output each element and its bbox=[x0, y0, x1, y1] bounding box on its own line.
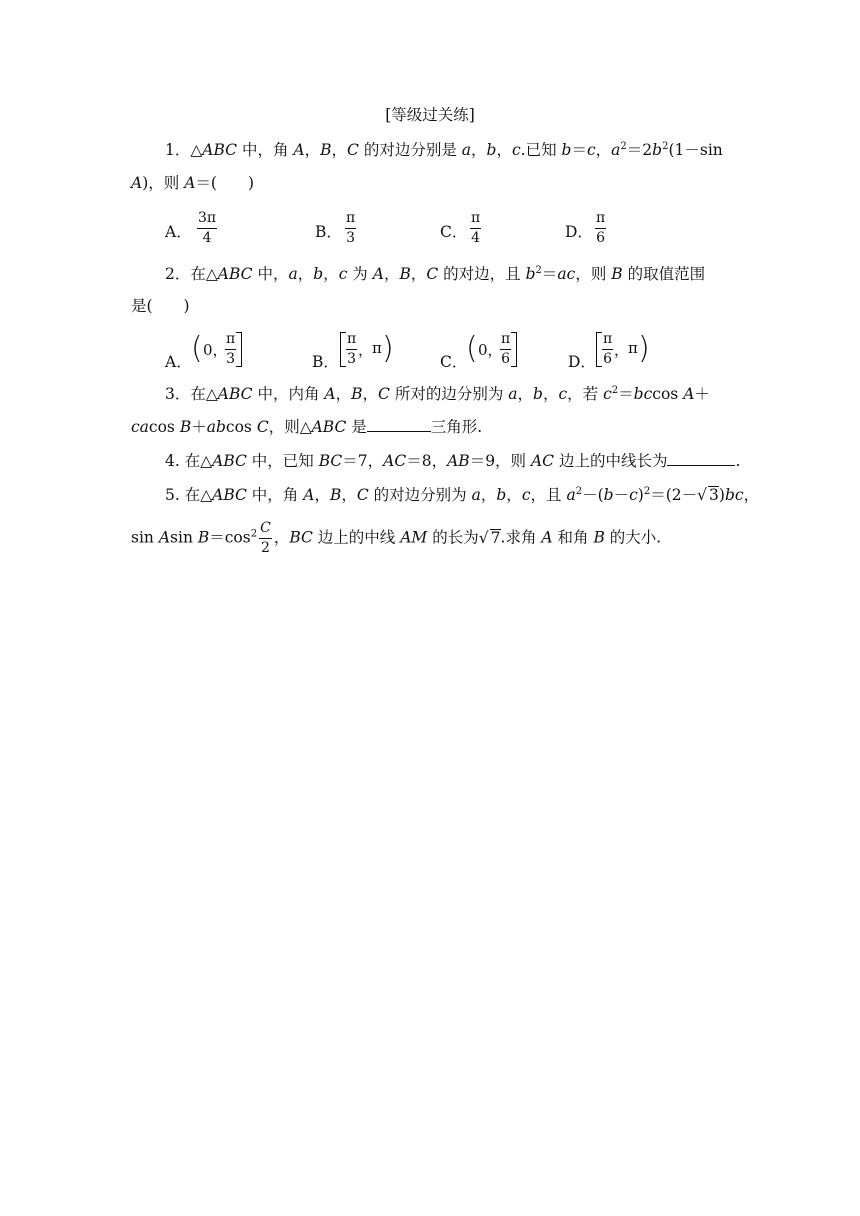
option-label: B． bbox=[312, 353, 339, 371]
sqrt-3: √ 3 bbox=[697, 486, 719, 504]
q5-line2: sin Asin $B=\cos^2$ $\frac{C}{2}$ ，BC 边上的中线 AM 的长为√ 7.求角 A 和角 B 的大小. bbox=[131, 520, 662, 556]
q2-option-c[interactable]: C． ( 0， $\frac{\pi}{6}$ bbox=[440, 330, 540, 370]
q2-line1: 2．在△ABC 中，a，b，c 为 A，B，C 的对边，且 $b^2=ac$，则 B 的取值范围 bbox=[165, 265, 706, 283]
fraction-c-over-2: $\frac{C}{2}$ bbox=[260, 520, 271, 556]
q2-option-b[interactable]: B． $\frac{\pi}{3}$ ， π ) bbox=[312, 331, 394, 371]
fraction: $\frac{\pi}{6}$ bbox=[596, 210, 606, 246]
option-label: A． bbox=[165, 223, 192, 241]
option-label: D． bbox=[565, 223, 593, 241]
q2-line2: 是( ) bbox=[131, 297, 190, 315]
q4-line: 4. 在△ABC 中，已知 BC＝7，AC＝8，AB＝9，则 AC 边上的中线长为 . bbox=[165, 452, 741, 470]
section-title: [等级过关练] bbox=[385, 106, 475, 124]
answer-blank[interactable] bbox=[367, 417, 431, 432]
sqrt-7: √ 7 bbox=[478, 528, 501, 547]
q1-line1: 1．△ABC 中，角 A，B，C 的对边分别是 a，b，c.已知 b＝c，$a^2=2b^2(1-\sin$ bbox=[165, 141, 723, 159]
fraction: $\frac{\pi}{4}$ bbox=[471, 210, 481, 246]
q5-line1: 5. 在△ABC 中，角 A，B，C 的对边分别为 a，b，c，且 $a^2-(b-c)^2=(2-√$ 3)bc， bbox=[165, 486, 760, 504]
answer-blank[interactable] bbox=[667, 451, 735, 466]
q3-line1: 3．在△ABC 中，内角 A，B，C 所对的边分别为 a，b，c，若 $c^2=bccos$ A＋ bbox=[165, 385, 710, 403]
option-label: B． bbox=[315, 223, 342, 241]
option-label: D． bbox=[568, 353, 596, 371]
option-label: A． bbox=[165, 353, 192, 371]
q2-option-d[interactable]: D． $\frac{\pi}{6}$ ， π ) bbox=[568, 331, 650, 371]
fraction: $\frac{\pi}{3}$ bbox=[346, 210, 356, 246]
option-label: C． bbox=[440, 353, 468, 371]
option-label: C． bbox=[440, 223, 468, 241]
q2-option-a[interactable]: A． ( 0， $\frac{\pi}{3}$ bbox=[165, 330, 265, 370]
q3-line2: cacos B＋abcos C，则△ABC 是 三角形. bbox=[131, 418, 483, 436]
q1-line2: A)，则 A＝( ) bbox=[131, 174, 254, 192]
fraction: $\frac{3\pi}{4}$ bbox=[198, 210, 217, 246]
